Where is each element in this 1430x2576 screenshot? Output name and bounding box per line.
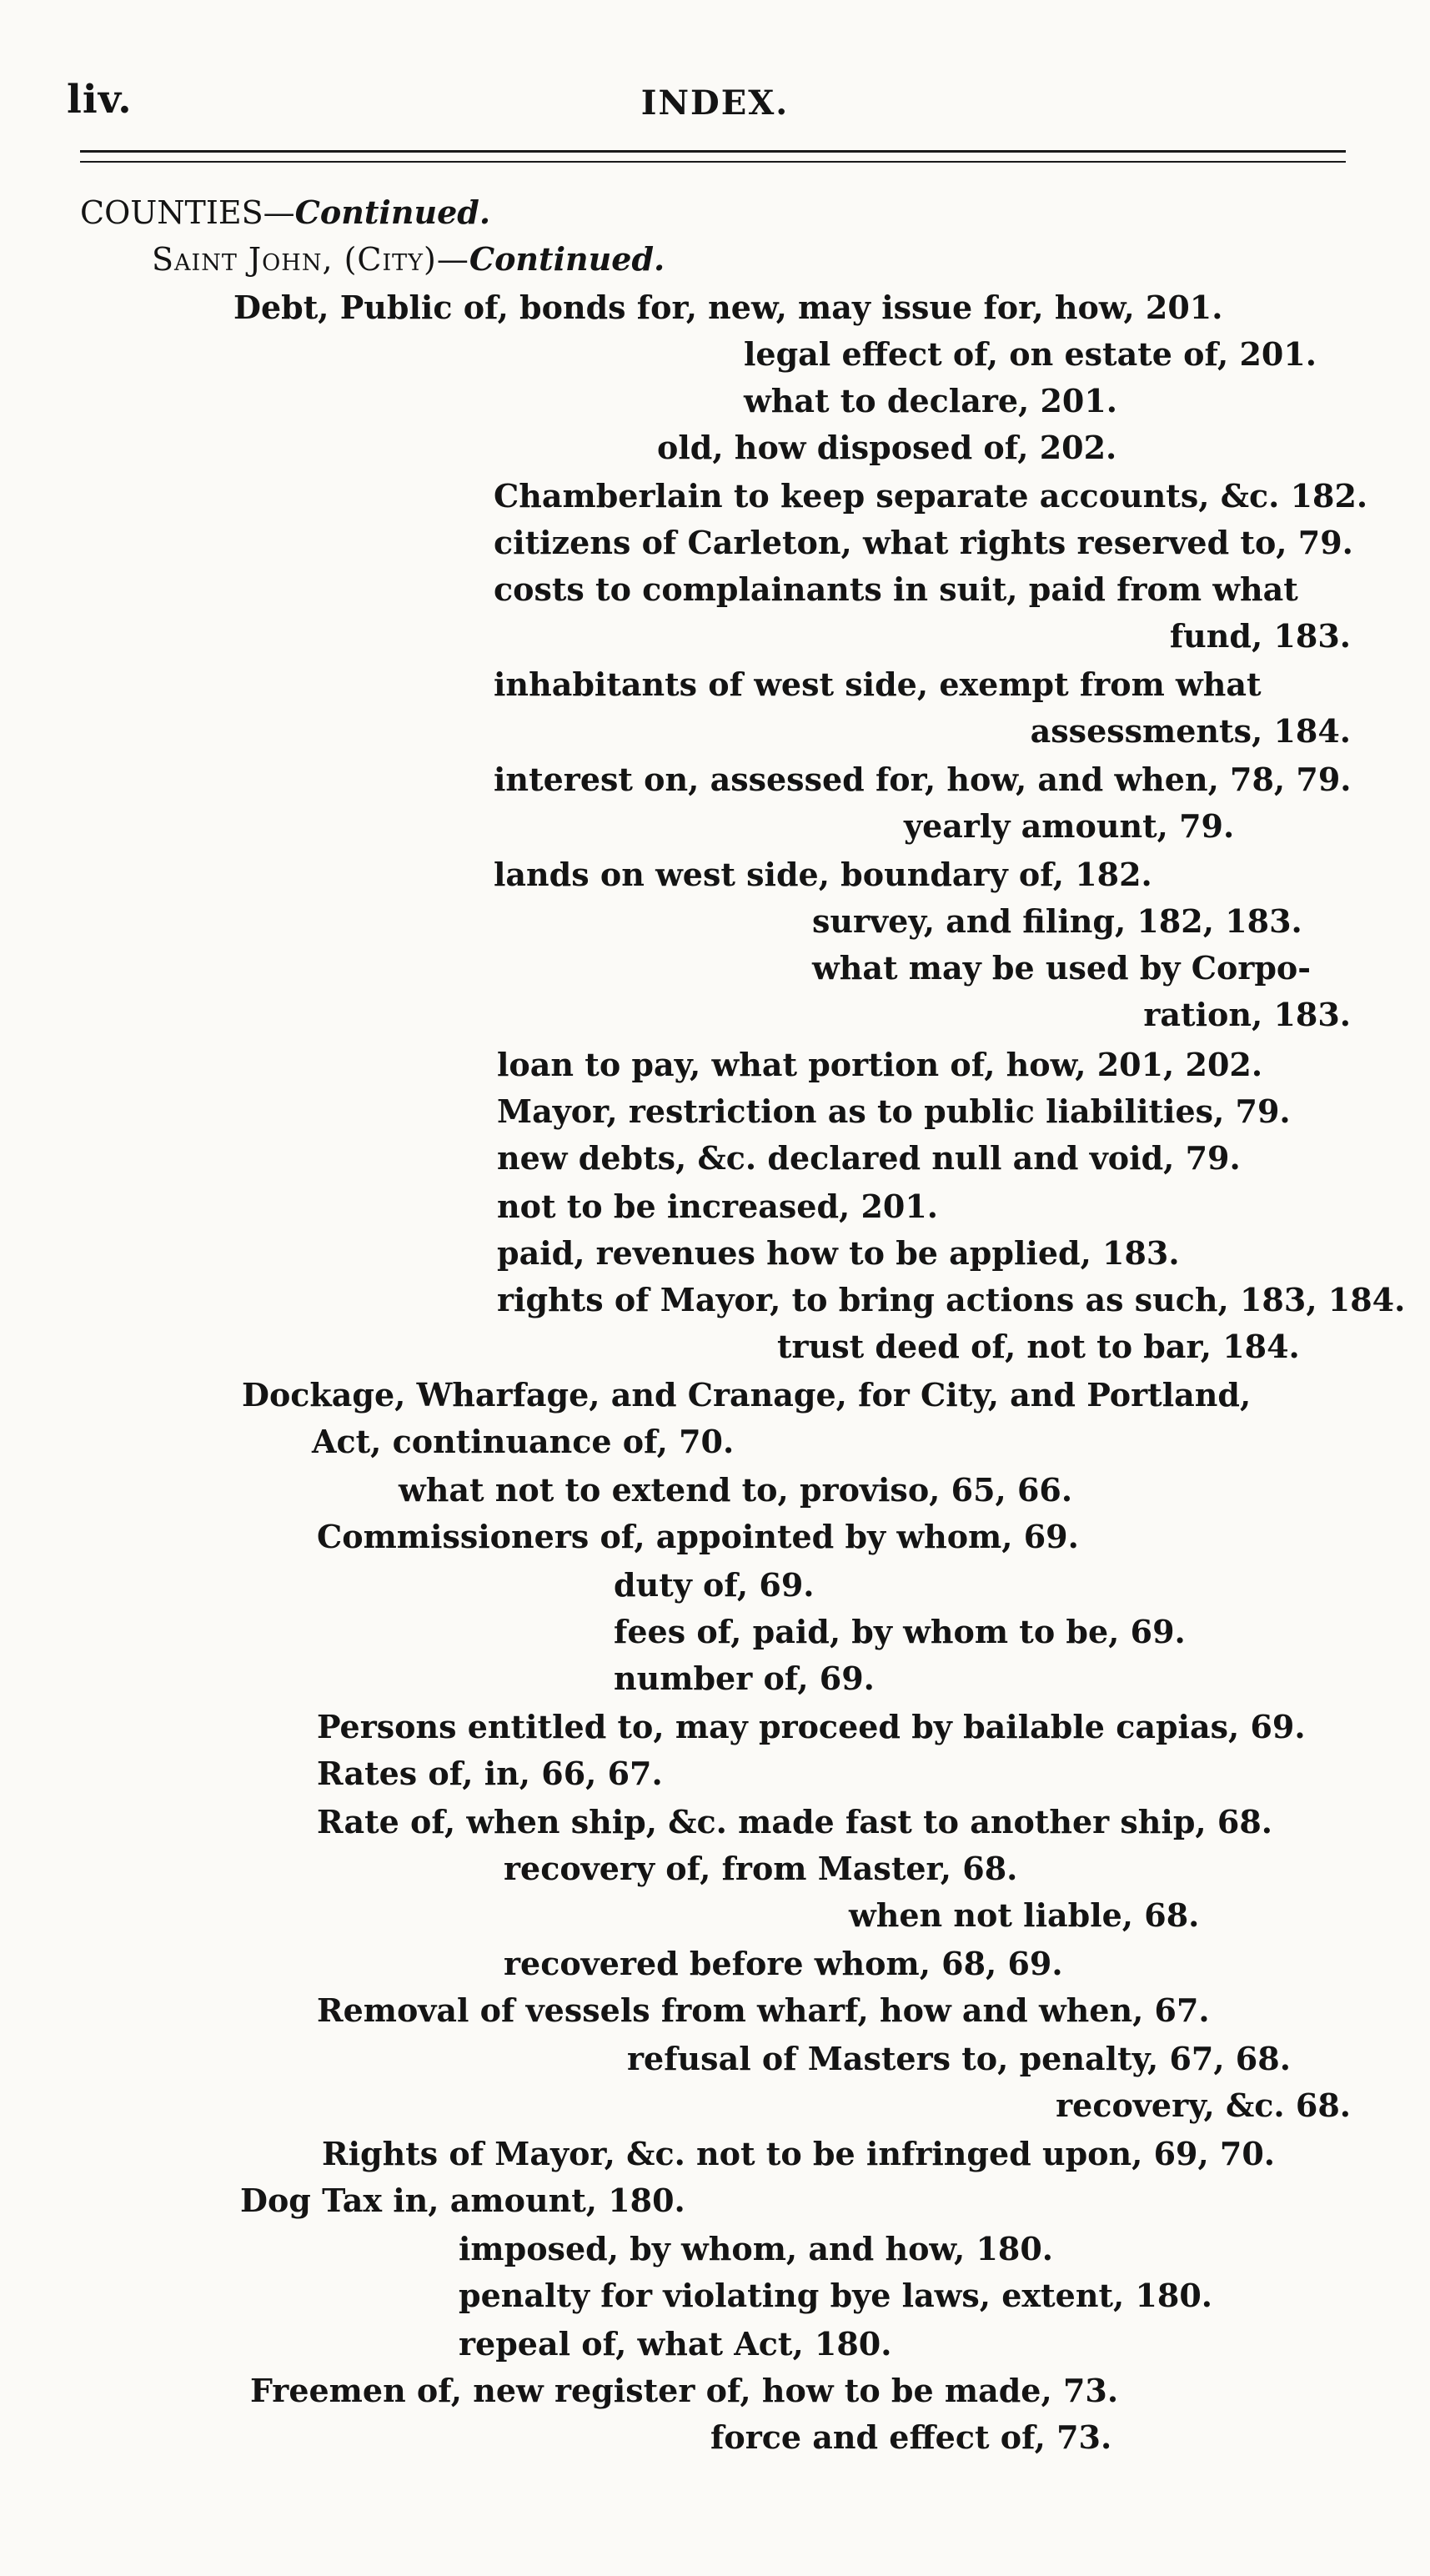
index-line: citizens of Carleton, what rights reserved to, 79.: [494, 524, 1353, 561]
index-line: force and effect of, 73.: [710, 2418, 1112, 2456]
index-line: Act, continuance of, 70.: [312, 1423, 735, 1460]
index-line: costs to complainants in suit, paid from what: [494, 570, 1298, 608]
index-line: interest on, assessed for, how, and when, 78, 79.: [494, 761, 1352, 798]
index-line: when not liable, 68.: [849, 1896, 1200, 1934]
section-heading: [80, 190, 490, 235]
index-line: Commissioners of, appointed by whom, 69.: [317, 1518, 1079, 1555]
index-line: Persons entitled to, may proceed by bailable capias, 69.: [317, 1708, 1306, 1745]
index-line: paid, revenues how to be applied, 183.: [497, 1234, 1180, 1272]
index-line: loan to pay, what portion of, how, 201, 202.: [497, 1046, 1263, 1083]
index-line: recovery, &c. 68.: [1056, 2086, 1351, 2124]
header-double-rule: [80, 150, 1346, 163]
subsection-heading-text: Saint John, (City)—: [152, 241, 469, 278]
index-line: Dockage, Wharfage, and Cranage, for City, and Portland,: [242, 1376, 1252, 1414]
index-line: Dog Tax in, amount, 180.: [240, 2182, 685, 2219]
index-line: Debt, Public of, bonds for, new, may issue for, how, 201.: [233, 289, 1223, 326]
index-line: penalty for violating bye laws, extent, 180.: [459, 2277, 1213, 2314]
index-line: Rate of, when ship, &c. made fast to another ship, 68.: [317, 1803, 1272, 1840]
section-heading-text: COUNTIES—: [80, 194, 295, 231]
subsection-heading: [152, 237, 665, 282]
index-line: survey, and filing, 182, 183.: [812, 902, 1302, 940]
index-line: rights of Mayor, to bring actions as such, 183, 184.: [497, 1281, 1406, 1318]
index-line: refusal of Masters to, penalty, 67, 68.: [627, 2040, 1291, 2077]
index-line: assessments, 184.: [1030, 712, 1351, 750]
index-line: fund, 183.: [1169, 617, 1351, 655]
index-line: Rights of Mayor, &c. not to be infringed upon, 69, 70.: [322, 2135, 1276, 2172]
index-line: legal effect of, on estate of, 201.: [744, 335, 1317, 373]
index-line: inhabitants of west side, exempt from what: [494, 665, 1262, 703]
index-line: repeal of, what Act, 180.: [459, 2325, 892, 2363]
index-line: not to be increased, 201.: [497, 1188, 939, 1225]
continued-label: Continued.: [294, 193, 491, 231]
index-line: old, how disposed of, 202.: [657, 429, 1117, 466]
index-line: ration, 183.: [1143, 996, 1351, 1033]
index-line: what to declare, 201.: [744, 382, 1118, 419]
index-line: recovered before whom, 68, 69.: [504, 1945, 1063, 1982]
index-line: yearly amount, 79.: [904, 807, 1235, 845]
index-line: Freemen of, new register of, how to be made, 73.: [250, 2372, 1119, 2409]
index-line: Chamberlain to keep separate accounts, &c. 182.: [494, 477, 1368, 515]
index-line: new debts, &c. declared null and void, 79.: [497, 1139, 1241, 1177]
index-line: what not to extend to, proviso, 65, 66.: [399, 1471, 1073, 1509]
index-line: imposed, by whom, and how, 180.: [459, 2230, 1054, 2267]
index-line: Mayor, restriction as to public liabilities, 79.: [497, 1092, 1291, 1130]
page-number: liv.: [67, 77, 133, 123]
page-title: INDEX.: [640, 83, 790, 123]
index-line: fees of, paid, by whom to be, 69.: [614, 1613, 1186, 1650]
index-line: duty of, 69.: [614, 1566, 815, 1604]
index-line: Rates of, in, 66, 67.: [317, 1755, 663, 1792]
continued-label: Continued.: [469, 240, 665, 278]
index-line: Removal of vessels from wharf, how and when, 67.: [317, 1991, 1210, 2029]
index-line: recovery of, from Master, 68.: [504, 1850, 1018, 1887]
index-line: number of, 69.: [614, 1660, 875, 1697]
index-line: trust deed of, not to bar, 184.: [777, 1328, 1300, 1365]
index-line: lands on west side, boundary of, 182.: [494, 856, 1152, 893]
index-line: what may be used by Corpo-: [812, 949, 1312, 987]
